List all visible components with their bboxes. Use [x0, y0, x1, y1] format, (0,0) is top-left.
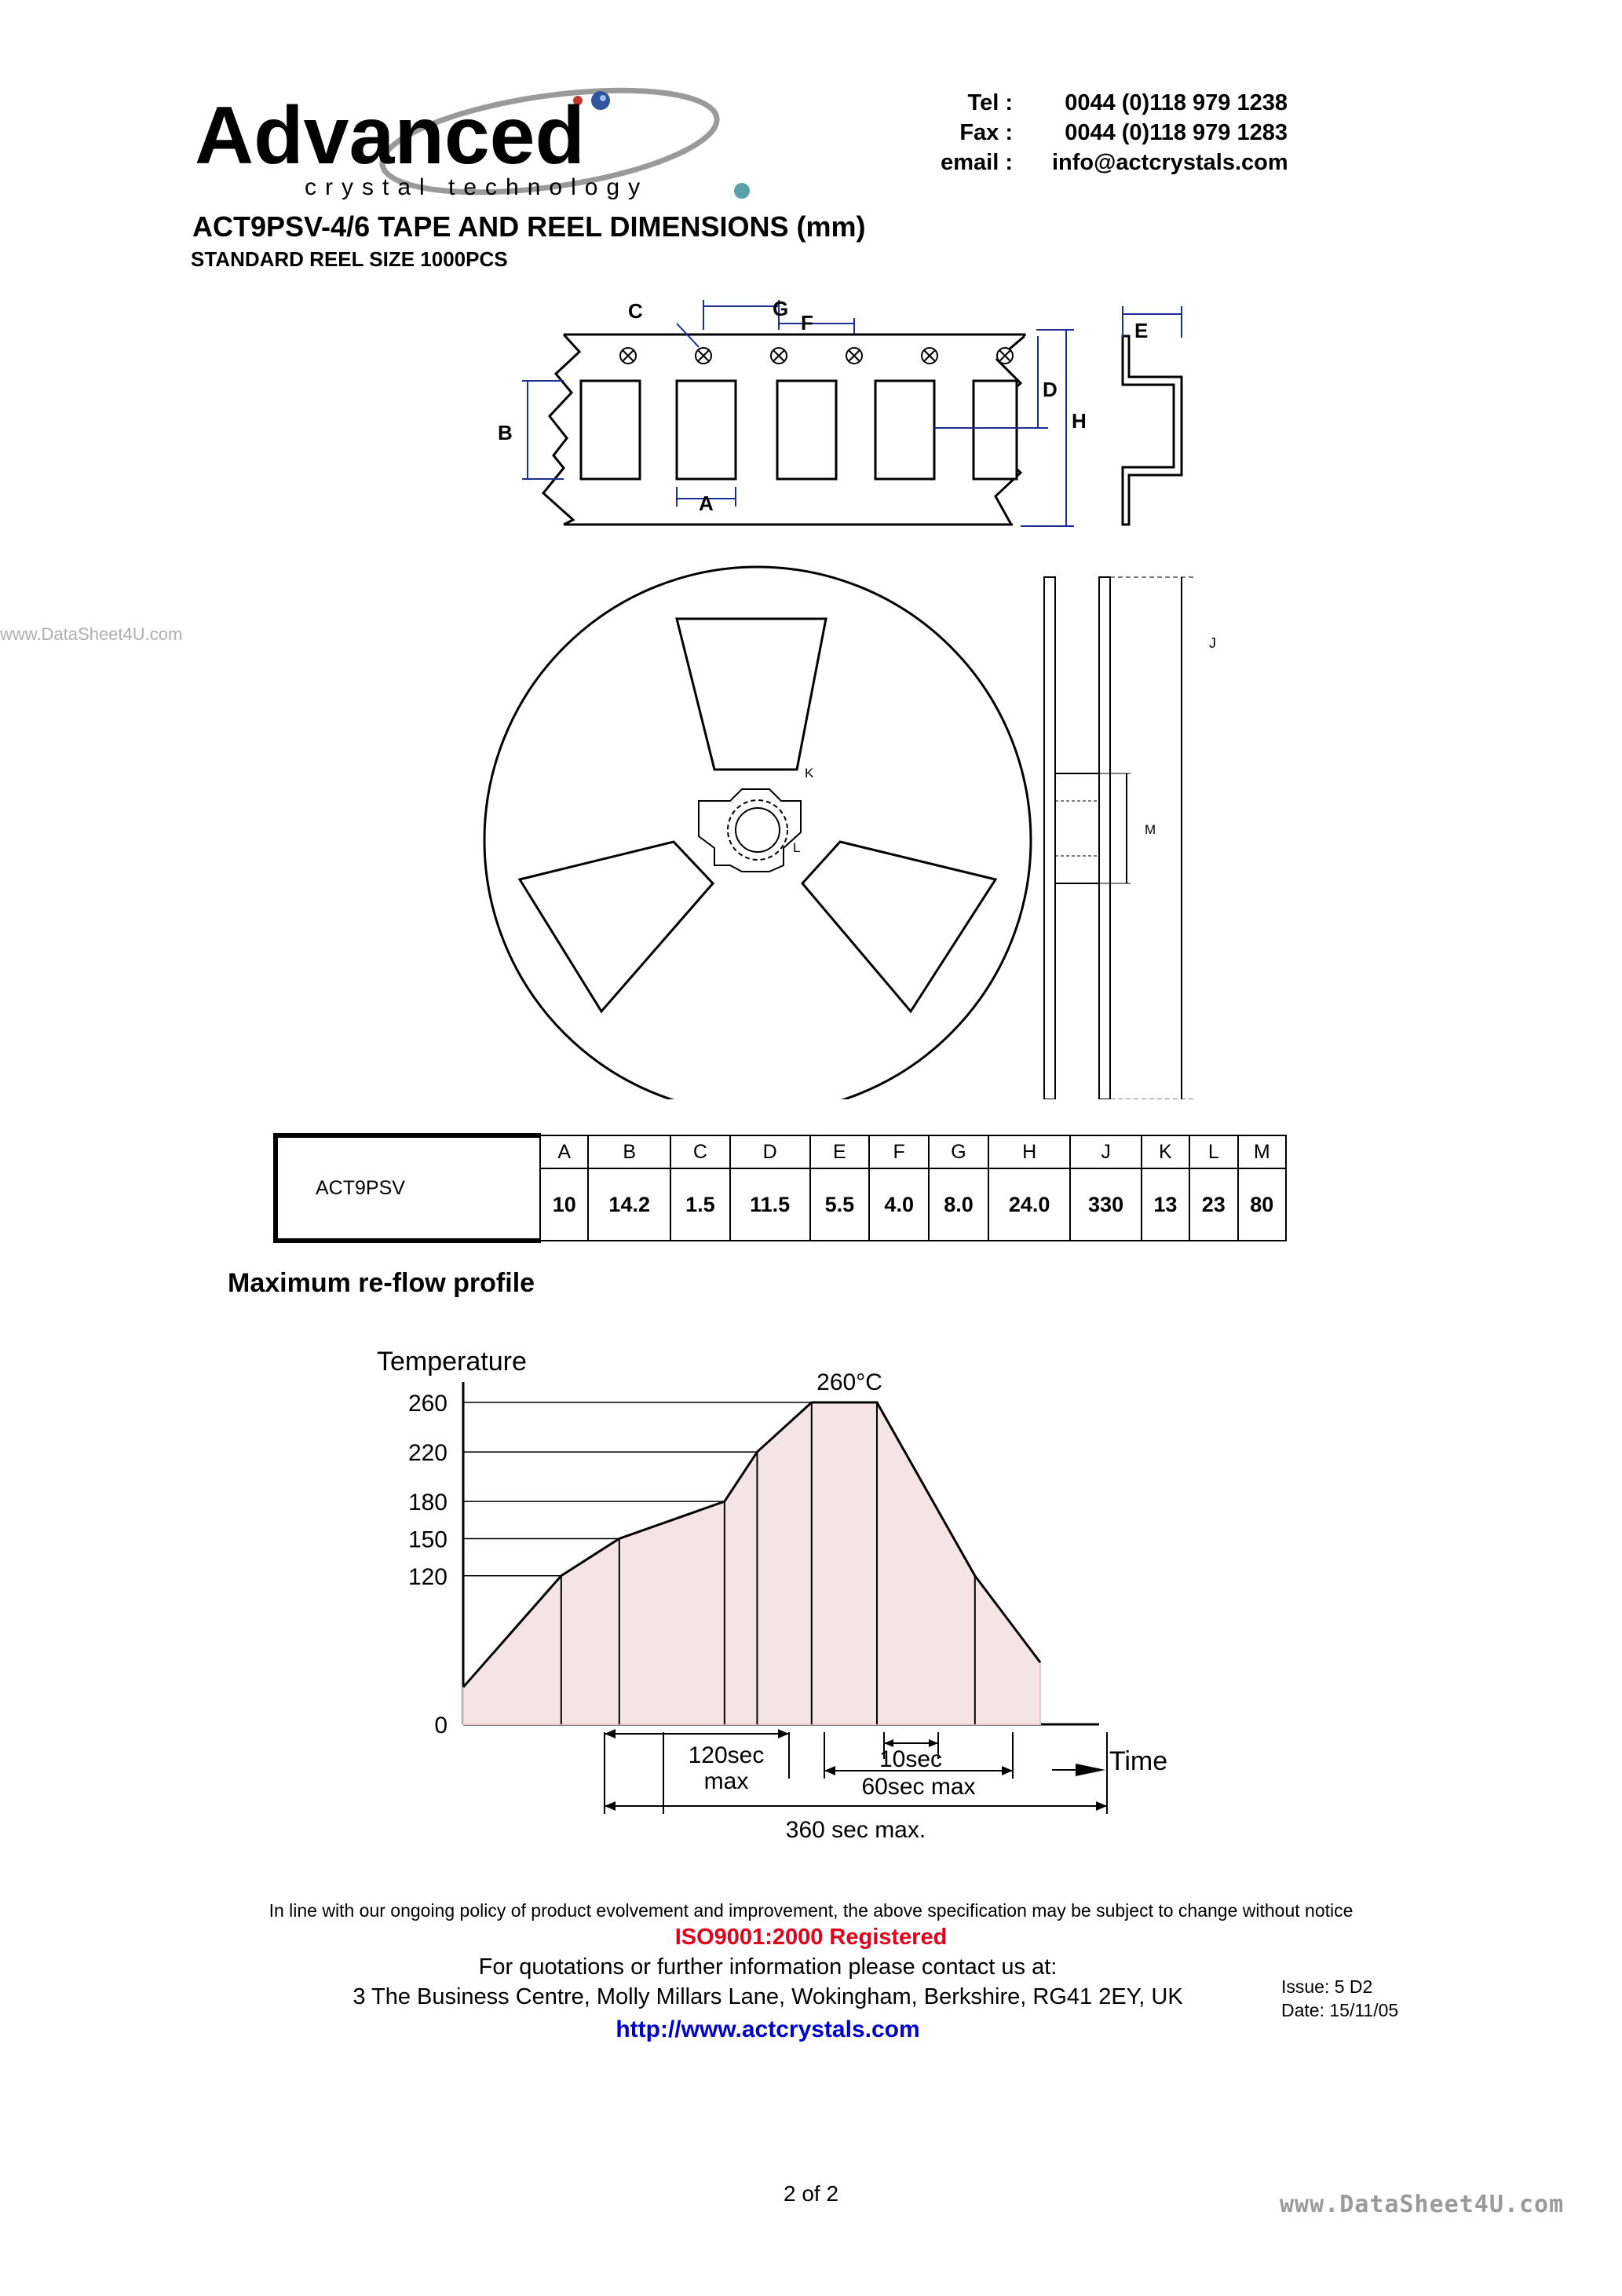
tape-label-d: D: [1043, 378, 1058, 401]
tape-label-e: E: [1134, 319, 1149, 342]
table-model-cell: ACT9PSV: [276, 1135, 540, 1241]
table-header-cell: J: [1070, 1135, 1141, 1168]
y-tick-label: 150: [407, 1526, 448, 1553]
table-header-cell: M: [1238, 1135, 1286, 1168]
iso-registered: ISO9001:2000 Registered: [674, 1925, 948, 1950]
email-label: email :: [941, 150, 1013, 175]
time-arrow-icon: [1076, 1764, 1105, 1776]
reel-diagram: [471, 565, 1256, 1099]
tape-diagram: [471, 291, 1256, 542]
fax-label: Fax :: [959, 120, 1013, 145]
page-subtitle: STANDARD REEL SIZE 1000PCS: [191, 247, 508, 271]
tape-label-b: B: [498, 421, 513, 444]
table-value-cell: 330: [1070, 1168, 1141, 1241]
fax-value: 0044 (0)118 979 1283: [1065, 120, 1288, 145]
table-value-cell: 11.5: [730, 1168, 810, 1241]
table-header-cell: F: [869, 1135, 929, 1168]
y-tick-label: 260: [407, 1391, 448, 1417]
page-number: 2 of 2: [783, 2181, 839, 2206]
tape-pockets: [581, 381, 1017, 479]
table-header-row: [276, 1135, 1286, 1168]
y-ticks: [408, 1391, 448, 1738]
table-header-cell: E: [810, 1135, 870, 1168]
sprocket-holes: [620, 348, 1013, 364]
x-axis-label: Time: [1109, 1746, 1168, 1776]
reel-label-l: L: [793, 840, 801, 855]
tape-label-f: F: [801, 311, 813, 335]
issue-text: Issue: 5 D2: [1281, 1976, 1373, 1997]
label-60sec-max: 60sec max: [861, 1774, 976, 1800]
contact-block: [903, 88, 1327, 177]
address-line: 3 The Business Centre, Molly Millars Lane, Wokingham, Berkshire, RG41 2EY, UK: [353, 1984, 1183, 2009]
label-360sec-max: 360 sec max.: [785, 1817, 926, 1843]
label-max: max: [703, 1768, 749, 1794]
table-header-cell: A: [540, 1135, 588, 1168]
footer-notice: In line with our ongoing policy of product evolvement and improvement, the above specification may be subject to change without notice: [269, 1900, 1353, 1921]
table-value-cell: 5.5: [810, 1168, 870, 1241]
table-value-cell: 23: [1189, 1168, 1237, 1241]
y-tick-label: 120: [407, 1563, 448, 1590]
table-value-cell: 13: [1142, 1168, 1189, 1241]
issue-block: [1281, 1975, 1398, 2022]
quote-line: For quotations or further information please contact us at:: [478, 1954, 1058, 1980]
y-tick-label: 180: [407, 1490, 448, 1516]
table-header-cell: H: [988, 1135, 1071, 1168]
reflow-title: Maximum re-flow profile: [228, 1268, 535, 1298]
logo-wordmark: Advanced: [195, 90, 586, 181]
table-value-cell: 8.0: [929, 1168, 988, 1241]
date-text: Date: 15/11/05: [1281, 2000, 1399, 2020]
tel-value: 0044 (0)118 979 1238: [1065, 90, 1288, 115]
table-header-cell: D: [730, 1135, 810, 1168]
reel-label-k: K: [805, 766, 814, 781]
table-header-cell: C: [670, 1135, 730, 1168]
table-header-cell: G: [929, 1135, 988, 1168]
tape-label-a: A: [699, 492, 714, 515]
dimensions-table: [273, 1133, 1287, 1243]
table-value-cell: 4.0: [869, 1168, 929, 1241]
label-10sec: 10sec: [879, 1746, 943, 1772]
reel-label-m: M: [1145, 822, 1156, 837]
company-logo: [188, 85, 762, 210]
email-value[interactable]: info@actcrystals.com: [1052, 150, 1288, 175]
watermark-left: www.DataSheet4U.com: [0, 624, 183, 644]
table-header-cell: B: [588, 1135, 670, 1168]
table-value-cell: 80: [1238, 1168, 1286, 1241]
y-axis-label: Temperature: [377, 1347, 527, 1377]
tape-label-g: G: [773, 297, 789, 320]
table-value-cell: 10: [540, 1168, 588, 1241]
table-value-cell: 24.0: [988, 1168, 1071, 1241]
table-header-cell: K: [1142, 1135, 1189, 1168]
table-value-cell: 14.2: [588, 1168, 670, 1241]
peak-label: 260°C: [816, 1369, 882, 1395]
logo-tagline: crystal technology: [305, 174, 649, 200]
profile-area: [463, 1402, 1040, 1724]
reel-label-j: J: [1209, 635, 1216, 651]
reflow-chart: [369, 1343, 1280, 1845]
table-header-cell: L: [1189, 1135, 1237, 1168]
logo-teal-sphere-icon: [734, 183, 750, 199]
y-tick-label: 0: [434, 1713, 448, 1738]
label-120sec: 120sec: [688, 1742, 765, 1768]
watermark-right: www.DataSheet4U.com: [1280, 2191, 1565, 2218]
tape-label-h: H: [1072, 409, 1087, 433]
logo-blue-sphere-icon: [591, 91, 610, 110]
table-value-cell: 1.5: [670, 1168, 730, 1241]
website-link[interactable]: http://www.actcrystals.com: [616, 2016, 920, 2042]
tape-label-c: C: [628, 299, 643, 323]
page-title: ACT9PSV-4/6 TAPE AND REEL DIMENSIONS (mm): [192, 210, 866, 243]
y-tick-label: 220: [407, 1440, 448, 1467]
tel-label: Tel :: [967, 90, 1013, 115]
